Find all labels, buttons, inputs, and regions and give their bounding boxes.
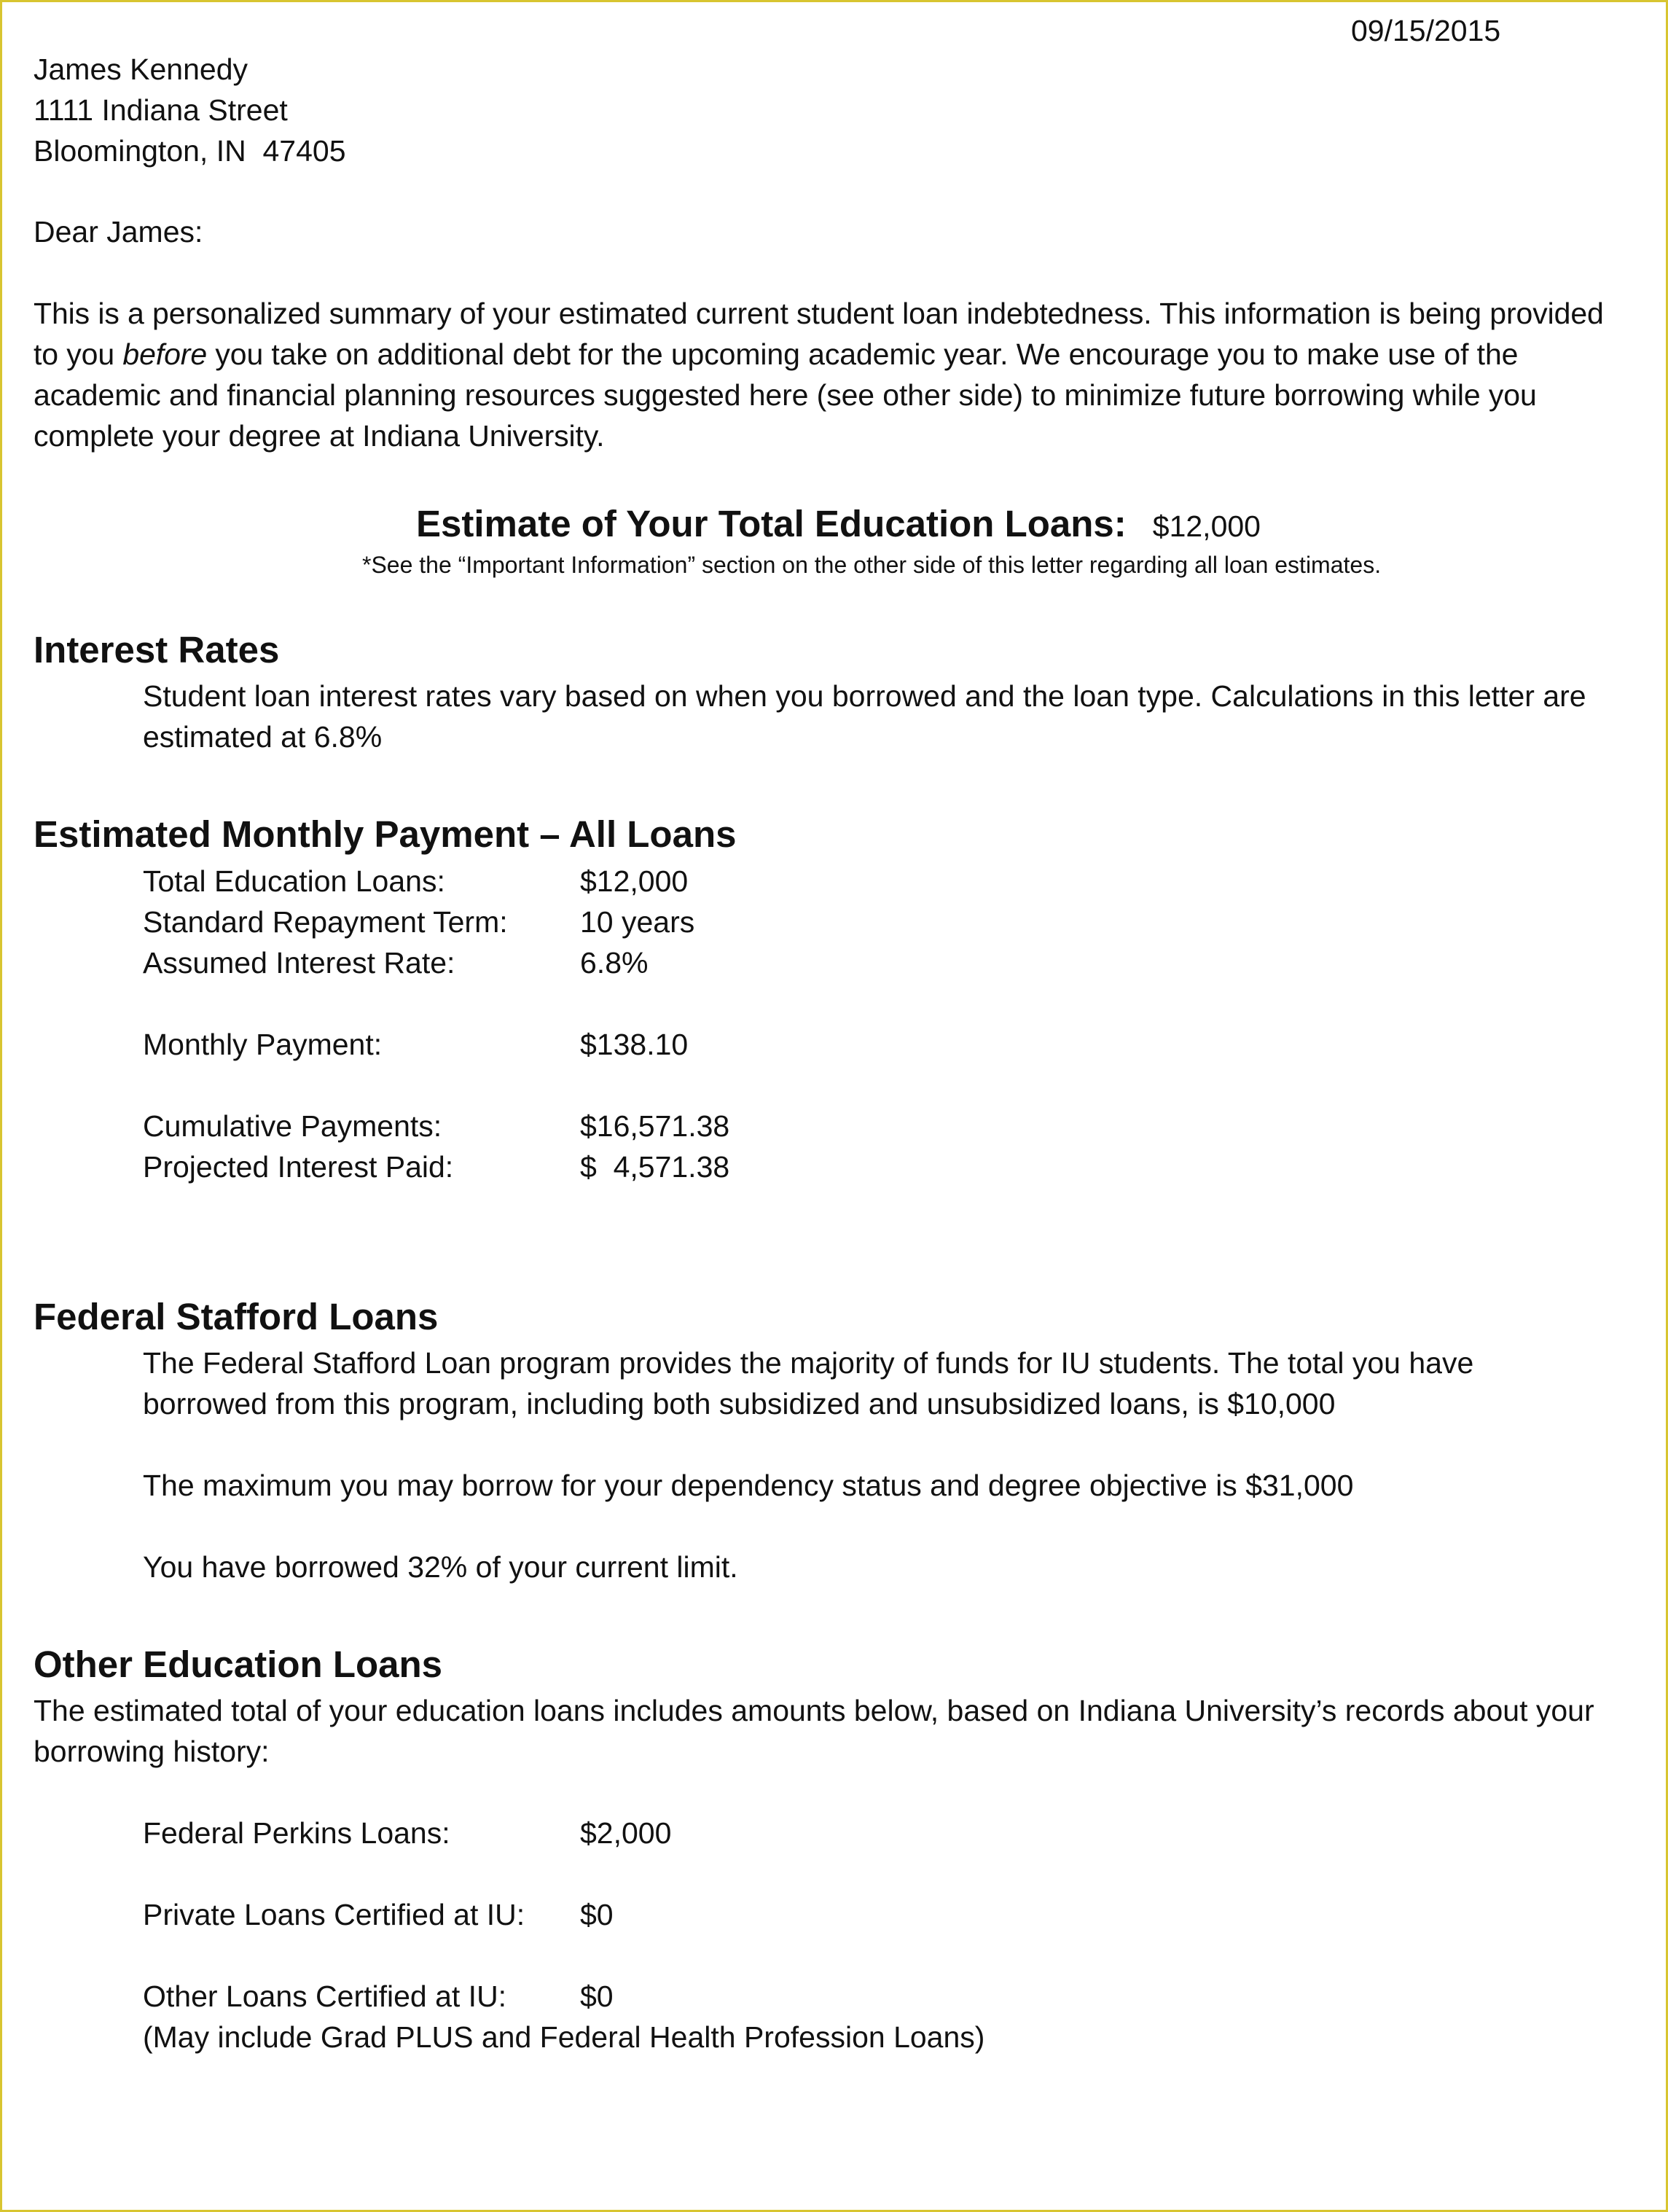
other-row-private xyxy=(143,1894,1637,1935)
other-loans-footnote: (May include Grad PLUS and Federal Health Profession Loans) xyxy=(143,2020,985,2054)
row-label: Monthly Payment: xyxy=(143,1028,383,1061)
row-value: 6.8% xyxy=(580,946,649,980)
total-estimate xyxy=(34,501,1633,547)
row-value: 10 years xyxy=(580,905,695,939)
row-value: $2,000 xyxy=(580,1816,672,1850)
recipient-city-line: Bloomington, IN 47405 xyxy=(34,134,346,168)
row-value: $0 xyxy=(580,1898,614,1931)
row-label: Assumed Interest Rate: xyxy=(143,946,455,980)
row-label: Projected Interest Paid: xyxy=(143,1150,454,1184)
other-loans-title: Other Education Loans xyxy=(34,1644,443,1685)
monthly-row-total-loans xyxy=(143,861,1637,902)
row-value: $ 4,571.38 xyxy=(580,1150,730,1184)
other-loans-intro: The estimated total of your education loans includes amounts below, based on Indiana University’s records about your borrowing history: xyxy=(34,1694,1594,1768)
stafford-para-2: The maximum you may borrow for your dependency status and degree objective is $31,000 xyxy=(143,1469,1354,1502)
stafford-para-1: The Federal Stafford Loan program provides the majority of funds for IU students. The total you have borrowed from this program, including both subsidized and unsubsidized loans, is $10,000 xyxy=(143,1346,1474,1420)
intro-text-part2: you take on additional debt for the upcoming academic year. We encourage you to make use of the academic and financial planning resources suggested here (see other side) to minimize future borrowing while you complete your degree at Indiana University. xyxy=(34,337,1537,453)
total-estimate-title: Estimate of Your Total Education Loans: xyxy=(416,503,1127,544)
recipient-street: 1111 Indiana Street xyxy=(34,93,288,127)
other-loans-table xyxy=(143,1813,1637,2057)
row-value: $138.10 xyxy=(580,1028,689,1061)
recipient-name: James Kennedy xyxy=(34,52,248,86)
row-label: Federal Perkins Loans: xyxy=(143,1816,450,1850)
row-label: Standard Repayment Term: xyxy=(143,905,508,939)
monthly-row-projected-interest xyxy=(143,1146,1637,1187)
interest-rates-title: Interest Rates xyxy=(34,629,280,671)
intro-text-part1: This is a personalized summary of your estimated current student loan indebtedness. This information is being provided to you xyxy=(34,297,1604,371)
row-label: Cumulative Payments: xyxy=(143,1109,442,1143)
interest-rates-body: Student loan interest rates vary based on when you borrowed and the loan type. Calculations in this letter are estimated at 6.8% xyxy=(143,679,1586,754)
monthly-row-cumulative-payments xyxy=(143,1106,1637,1146)
intro-paragraph xyxy=(34,293,1633,456)
total-estimate-value: $12,000 xyxy=(1152,509,1261,543)
estimate-note: *See the “Important Information” section on the other side of this letter regarding all loan estimates. xyxy=(362,552,1382,578)
row-label: Total Education Loans: xyxy=(143,864,445,898)
row-label: Private Loans Certified at IU: xyxy=(143,1898,525,1931)
monthly-payment-title: Estimated Monthly Payment – All Loans xyxy=(34,813,737,855)
monthly-payment-table xyxy=(143,861,1637,1187)
row-label: Other Loans Certified at IU: xyxy=(143,1980,507,2013)
row-value: $0 xyxy=(580,1980,614,2013)
salutation: Dear James: xyxy=(34,215,203,249)
monthly-row-interest-rate xyxy=(143,942,1637,983)
monthly-row-monthly-payment xyxy=(143,1024,1637,1065)
intro-emphasis: before xyxy=(122,337,208,371)
row-value: $12,000 xyxy=(580,864,689,898)
stafford-title: Federal Stafford Loans xyxy=(34,1296,439,1337)
stafford-para-3: You have borrowed 32% of your current limit. xyxy=(143,1550,738,1584)
other-row-other xyxy=(143,1976,1637,2017)
other-row-perkins xyxy=(143,1813,1637,1853)
letter-date: 09/15/2015 xyxy=(1351,14,1501,47)
monthly-row-repayment-term xyxy=(143,902,1637,942)
recipient-address xyxy=(34,49,346,171)
row-value: $16,571.38 xyxy=(580,1109,730,1143)
